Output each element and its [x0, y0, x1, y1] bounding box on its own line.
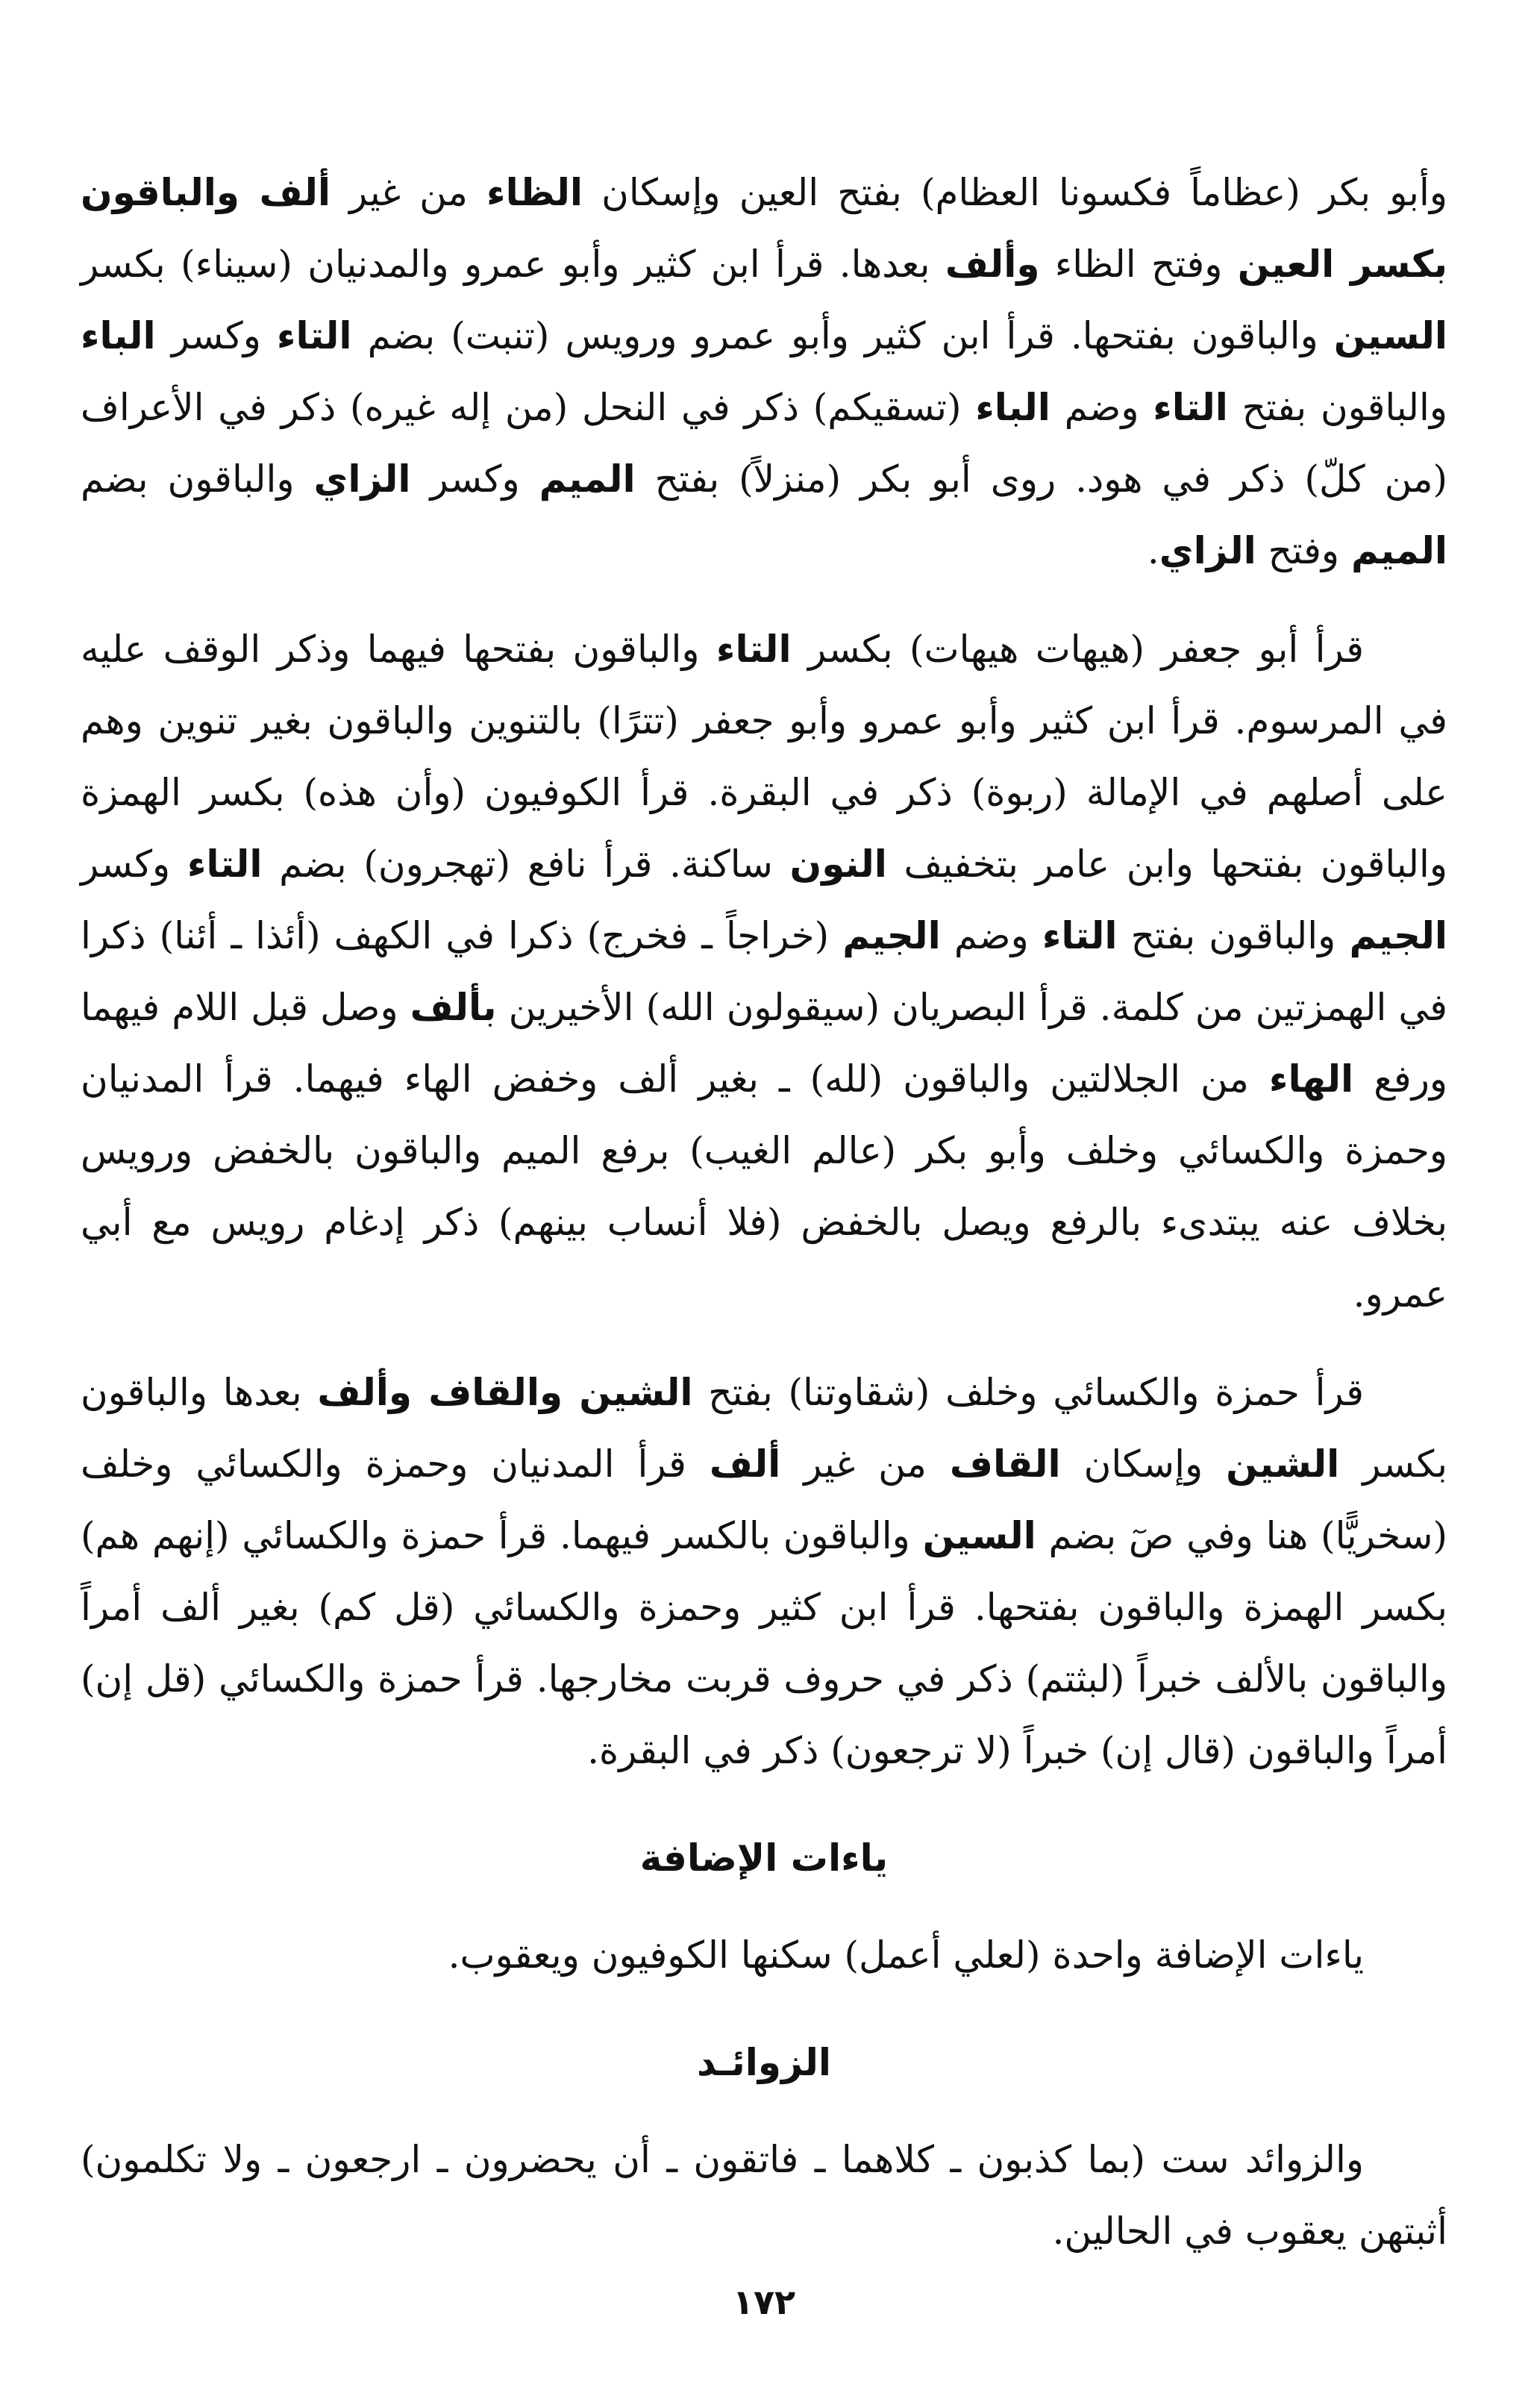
text-run: وأبو بكر (عظاماً فكسونا العظام) بفتح العين وإسكان — [583, 171, 1447, 214]
text-run: والباقون بالكسر فيهما. قرأ حمزة والكسائي (إنهم هم) بكسر الهمزة والباقون بفتحها. قرأ ابن كثير وحمزة والكسائي (قل كم) بغير ألف أمراً والباقون بالألف خبراً (لبثتم) ذكر في حروف قربت مخارجها. قرأ حمزة والكسائي (قل إن) أمراً والباقون (قال إن) خبراً (لا ترجعون) ذكر في البقرة. — [81, 1514, 1447, 1772]
text-run: والباقون بفتحها فيهما وذكر الوقف عليه في المرسوم. قرأ ابن كثير وأبو عمرو وأبو جعفر (تترًا) بالتنوين والباقون بغير تنوين وهم على أصلهم في الإمالة (ربوة) ذكر في البقرة. قرأ الكوفيون (وأن هذه) بكسر الهمزة والباقون بفتحها وابن عامر بتخفيف — [81, 628, 1447, 886]
text-run: بعدها والباقون بكسر — [81, 1371, 1447, 1486]
bold-term: النون — [789, 842, 887, 886]
section-heading-yaat-al-idafa: ياءات الإضافة — [639, 1836, 889, 1880]
text-run: من غير — [331, 171, 487, 214]
text-run: قرأ حمزة والكسائي وخلف (شقاوتنا) بفتح — [692, 1371, 1364, 1414]
text-run: والباقون بفتح — [1117, 914, 1350, 957]
bold-term: الجيم — [842, 914, 941, 957]
text-run: وكسر — [81, 842, 187, 886]
bold-term: السين — [1333, 314, 1447, 357]
bold-term: ألف والباقون بكسر العين — [81, 171, 1447, 286]
text-run: وفتح — [1256, 529, 1351, 572]
bold-term: الشين — [1226, 1442, 1340, 1486]
text-run: وصل قبل اللام فيهما ورفع — [81, 986, 1447, 1101]
section-heading-zawaid: الزوائـد — [697, 2041, 831, 2084]
text-run: قرأ أبو جعفر (هيهات هيهات) بكسر — [791, 628, 1365, 671]
bold-term: الميم — [539, 457, 636, 501]
bold-term: الجيم — [1349, 914, 1448, 957]
text-run: وضم — [1050, 386, 1153, 429]
text-run: وكسر — [155, 314, 277, 357]
bold-term: القاف — [949, 1442, 1061, 1486]
text-run: من غير — [780, 1442, 950, 1486]
text-run: قرأ المدنيان وحمزة والكسائي وخلف (سخريًّا) هنا وفي صٓ بضم — [81, 1442, 1447, 1557]
text-run: والباقون بضم — [81, 457, 314, 501]
text-run: وضم — [940, 914, 1042, 957]
bold-term: الباء — [975, 386, 1050, 429]
bold-term: التاء — [276, 314, 352, 357]
bold-term: ألف — [709, 1442, 781, 1486]
bold-term: التاء — [187, 842, 263, 886]
bold-term: الظاء — [486, 171, 583, 214]
text-run: والباقون بفتح — [1227, 386, 1447, 429]
bold-term: وألف — [945, 243, 1040, 286]
body-paragraph — [81, 613, 1447, 1330]
bold-term: الباء — [81, 314, 156, 357]
text-run: . — [1147, 529, 1159, 572]
text-run: بعدها. قرأ ابن كثير وأبو عمرو والمدنيان (سيناء) بكسر — [81, 243, 945, 286]
zawaid-paragraph: والزوائد ست (بما كذبون ـ كلاهما ـ فاتقون ـ أن يحضرون ـ ارجعون ـ ولا تكلمون) أثبتهن يعقوب في الحالين. — [81, 2138, 1447, 2253]
page-number: ١٧٢ — [732, 2282, 796, 2322]
bold-term: بألف — [410, 986, 497, 1029]
yaat-al-idafa-paragraph: ياءات الإضافة واحدة (لعلي أعمل) سكنها الكوفيون ويعقوب. — [448, 1933, 1364, 1977]
bold-term: السين — [922, 1514, 1036, 1557]
body-paragraph — [81, 157, 1447, 587]
bold-term: التاء — [716, 628, 792, 671]
text-run: (تسقيكم) ذكر في النحل (من إله غيره) ذكر في الأعراف (من كلّ) ذكر في هود. روى أبو بكر (منزلاً) بفتح — [81, 386, 1448, 501]
bold-term: الزاي — [313, 457, 411, 501]
text-run: وإسكان — [1060, 1442, 1227, 1486]
main-text — [81, 157, 1447, 1786]
text-run: والباقون بفتحها. قرأ ابن كثير وأبو عمرو ورويس (تنبت) بضم — [351, 314, 1334, 357]
text-run: وكسر — [410, 457, 539, 501]
text-run: من الجلالتين والباقون (لله) ـ بغير ألف وخفض الهاء فيهما. قرأ المدنيان وحمزة والكسائي وخلف وأبو بكر (عالم الغيب) برفع الميم والباقون بالخفض ورويس بخلاف عنه يبتدىء بالرفع ويصل بالخفض (فلا أنساب بينهم) ذكر إدغام رويس مع أبي عمرو. — [81, 1057, 1447, 1316]
bold-term: التاء — [1042, 914, 1118, 957]
text-run: ساكنة. قرأ نافع (تهجرون) بضم — [262, 842, 790, 886]
bold-term: الزاي — [1159, 529, 1256, 572]
text-run: وفتح الظاء — [1039, 243, 1238, 286]
bold-term: الميم — [1350, 529, 1447, 572]
bold-term: التاء — [1153, 386, 1228, 429]
bold-term: الشين والقاف وألف — [317, 1371, 693, 1414]
text-run: (خراجاً ـ فخرج) ذكرا في الكهف (أئذا ـ أئنا) ذكرا في الهمزتين من كلمة. قرأ البصريان (سيقولون الله) الأخيرين — [81, 914, 1447, 1029]
body-paragraph — [81, 1357, 1447, 1786]
bold-term: الهاء — [1268, 1057, 1354, 1101]
